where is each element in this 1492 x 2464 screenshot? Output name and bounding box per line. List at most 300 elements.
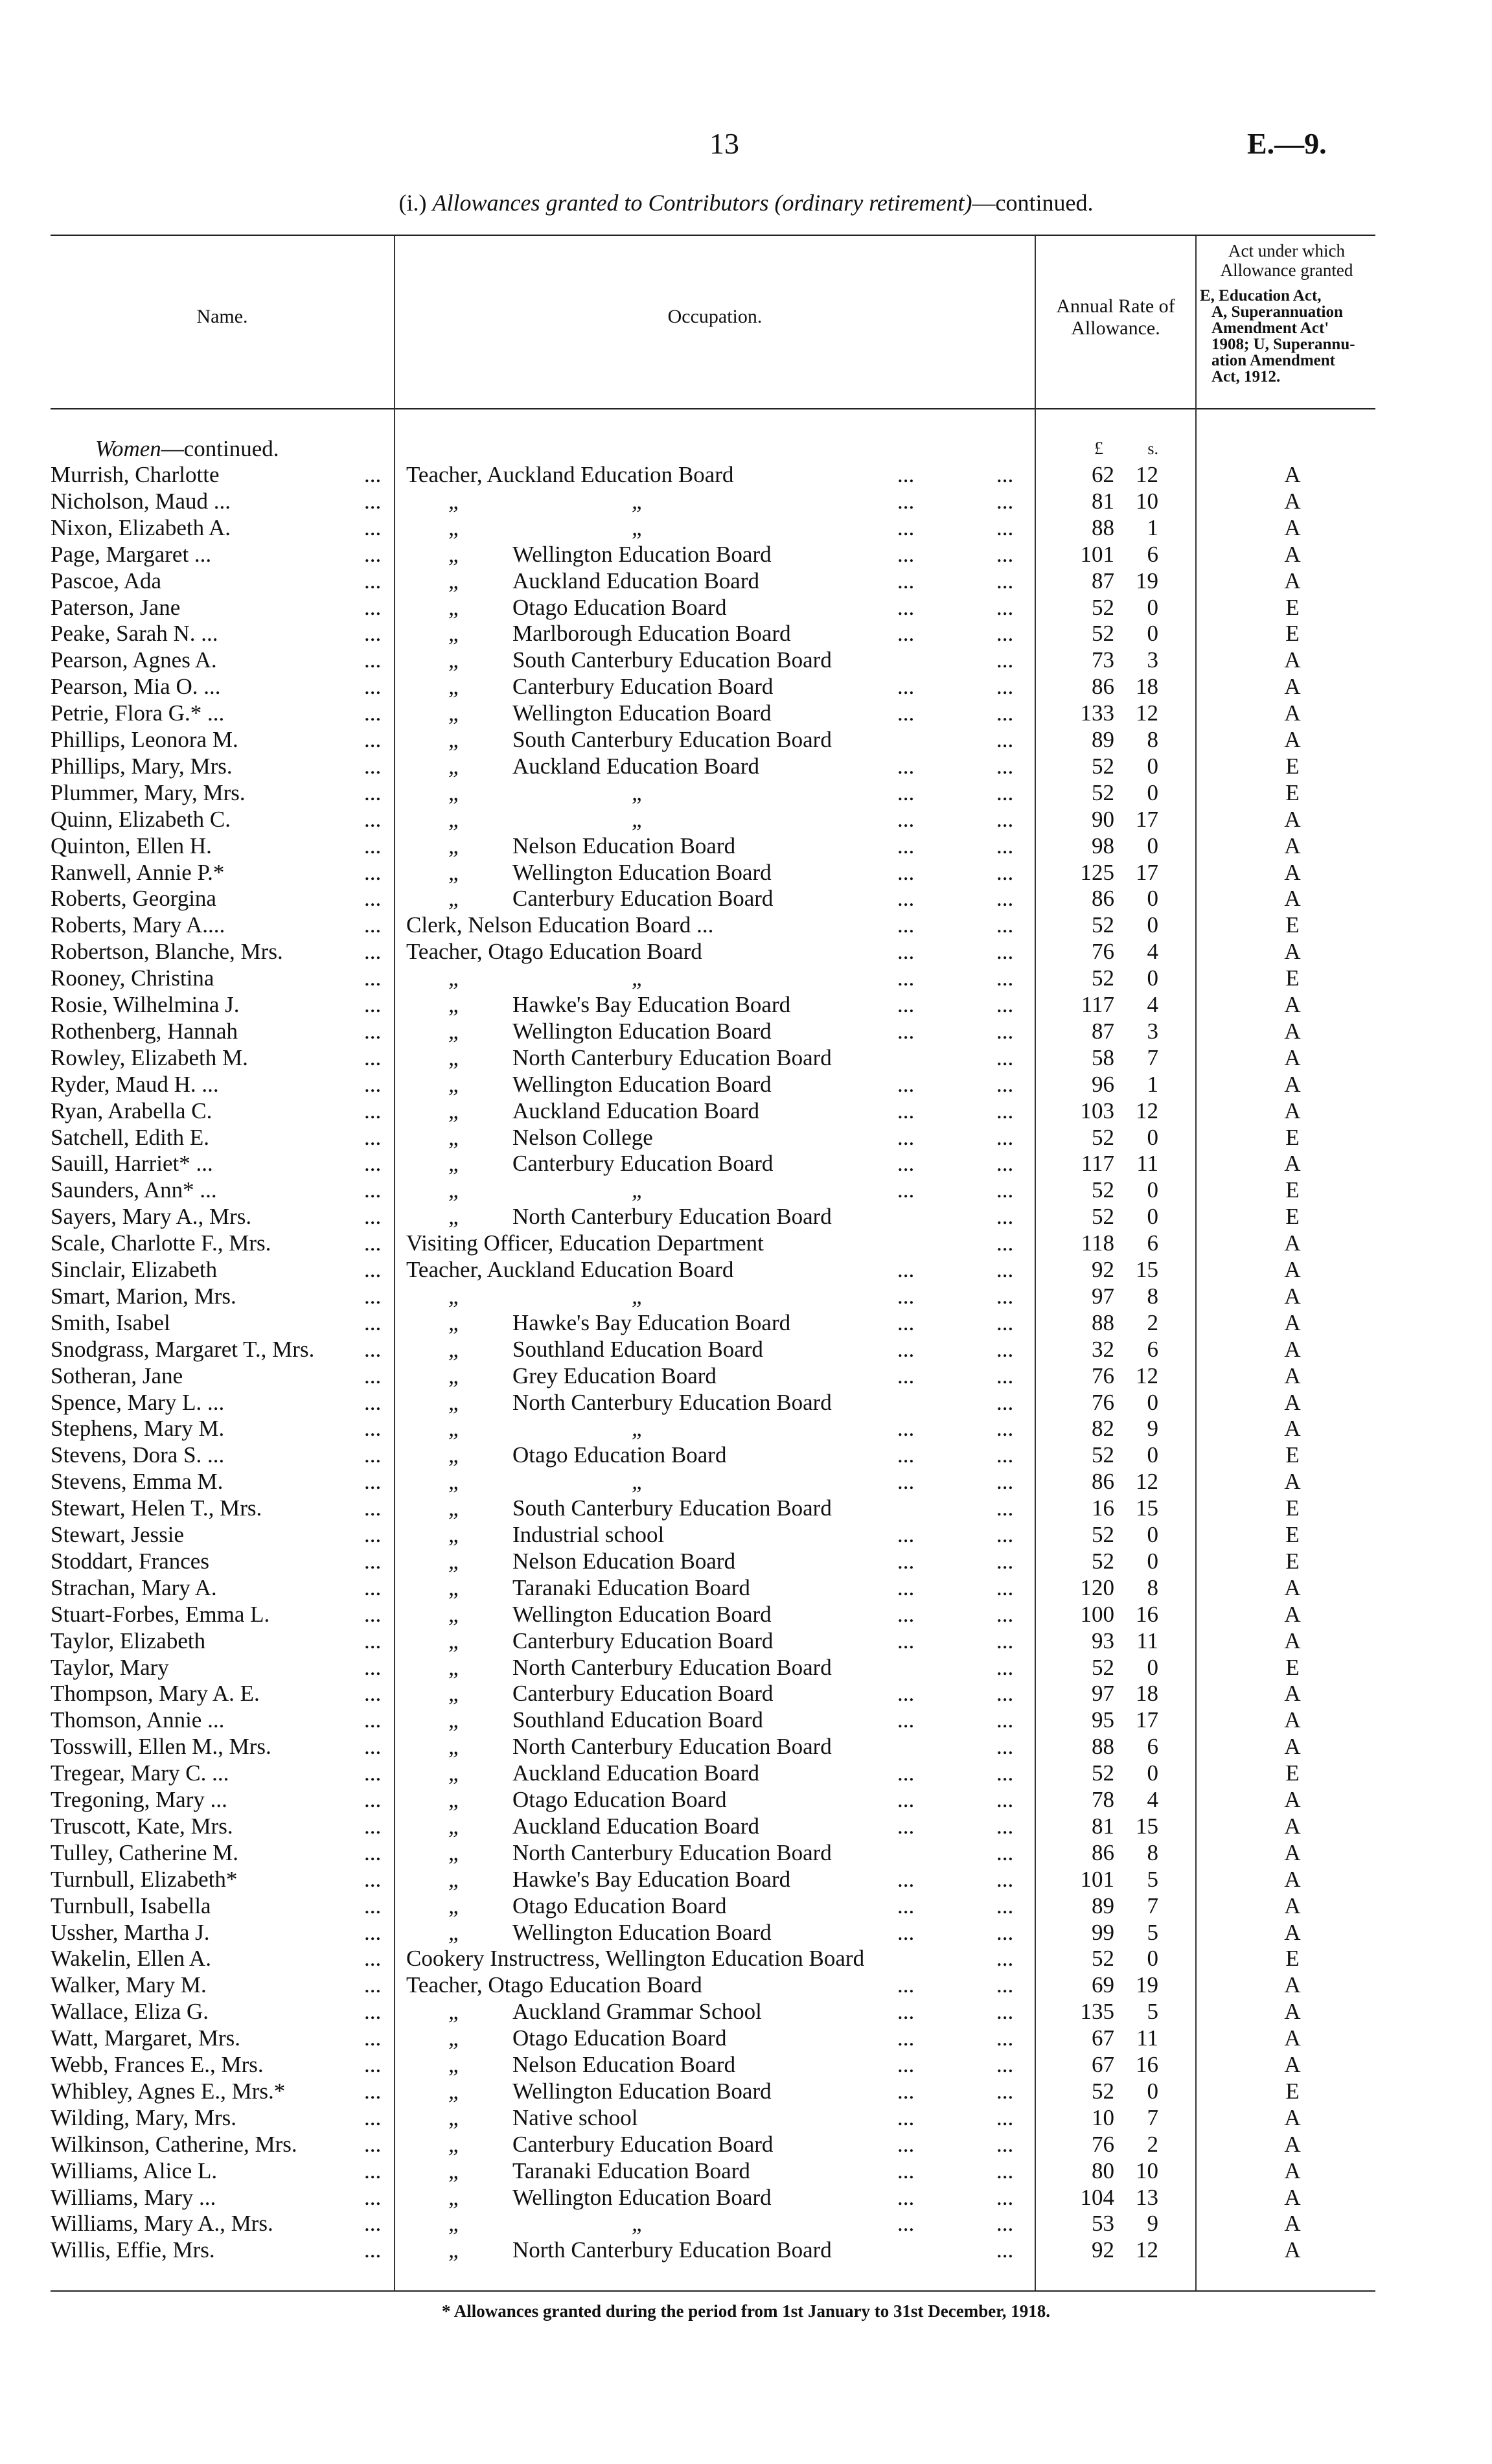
occupation-employer: „ (632, 779, 645, 805)
occupation-employer: „ (632, 806, 645, 832)
ditto-mark: „ (448, 1628, 461, 1653)
act-code: A (1284, 2052, 1301, 2077)
allowance-pounds: 87 (1092, 1018, 1114, 1044)
allowance-shillings: 15 (1136, 1257, 1158, 1282)
ditto-mark: „ (448, 2237, 461, 2263)
allowance-shillings: 0 (1147, 1442, 1158, 1468)
leader-dots: ... (364, 1098, 382, 1123)
leader-dots: ... (897, 2131, 915, 2157)
person-name: Taylor, Mary (51, 1654, 169, 1680)
person-name: Stewart, Jessie (51, 1522, 185, 1547)
ditto-mark: „ (448, 1734, 461, 1760)
act-code: A (1284, 1866, 1301, 1892)
allowance-pounds: 73 (1092, 647, 1114, 673)
leader-dots: ... (996, 1893, 1014, 1918)
ditto-mark: „ (448, 1151, 461, 1177)
allowance-pounds: 99 (1092, 1919, 1114, 1945)
act-code: A (1284, 833, 1301, 858)
allowance-shillings: 0 (1147, 1946, 1158, 1972)
leader-dots: ... (897, 1601, 915, 1627)
leader-dots: ... (897, 1336, 915, 1362)
leader-dots: ... (996, 1416, 1014, 1442)
person-name: Stevens, Emma M. (51, 1469, 224, 1495)
person-name: Rothenberg, Hannah (51, 1018, 238, 1044)
leader-dots: ... (364, 594, 382, 620)
act-code: E (1285, 1760, 1300, 1786)
allowance-pounds: 117 (1081, 992, 1114, 1017)
act-code: A (1284, 1787, 1301, 1812)
occupation-employer: Marlborough Education Board (512, 621, 791, 647)
person-name: Pascoe, Ada (51, 568, 162, 593)
leader-dots: ... (897, 674, 915, 700)
leader-dots: ... (364, 2158, 382, 2183)
table-row (0, 1601, 1492, 1628)
leader-dots: ... (996, 753, 1014, 779)
person-name: Phillips, Mary, Mrs. (51, 753, 233, 779)
leader-dots: ... (996, 965, 1014, 991)
ditto-mark: „ (448, 647, 461, 673)
act-code: A (1284, 488, 1301, 514)
ditto-mark: „ (448, 1707, 461, 1733)
person-name: Spence, Mary L. ... (51, 1389, 225, 1415)
header-act-key3: Amendment Act' (1211, 319, 1329, 337)
ditto-mark: „ (448, 992, 461, 1017)
allowance-shillings: 19 (1136, 568, 1158, 593)
table-row (0, 488, 1492, 514)
allowance-shillings: 16 (1136, 1601, 1158, 1627)
occupation-employer: Canterbury Education Board (512, 674, 774, 700)
allowance-shillings: 8 (1147, 1574, 1158, 1600)
occupation-employer: Canterbury Education Board (512, 1151, 774, 1177)
act-code: A (1284, 2184, 1301, 2210)
leader-dots: ... (364, 1389, 382, 1415)
leader-dots: ... (897, 1893, 915, 1918)
occupation-employer: „ (632, 1283, 645, 1309)
ditto-mark: „ (448, 1098, 461, 1123)
occupation: Visiting Officer, Education Department (406, 1230, 764, 1256)
header-annual-rate (1036, 295, 1195, 340)
leader-dots: ... (996, 1919, 1014, 1945)
act-code: A (1284, 859, 1301, 885)
act-code: A (1284, 1071, 1301, 1097)
leader-dots: ... (364, 1707, 382, 1733)
header-rate-line2: Allowance. (1071, 317, 1160, 339)
act-code: A (1284, 2025, 1301, 2051)
leader-dots: ... (897, 1866, 915, 1892)
leader-dots: ... (897, 1309, 915, 1335)
leader-dots: ... (996, 594, 1014, 620)
leader-dots: ... (897, 2211, 915, 2237)
leader-dots: ... (996, 1230, 1014, 1256)
act-code: E (1285, 621, 1300, 647)
table-row (0, 514, 1492, 541)
act-code: E (1285, 1124, 1300, 1150)
person-name: Quinton, Ellen H. (51, 833, 212, 858)
act-code: A (1284, 1707, 1301, 1733)
table-row (0, 806, 1492, 833)
ditto-mark: „ (448, 1363, 461, 1388)
act-code: A (1284, 541, 1301, 567)
occupation-employer: Wellington Education Board (512, 700, 772, 726)
occupation: Teacher, Otago Education Board (406, 939, 702, 965)
occupation: Teacher, Auckland Education Board (406, 462, 734, 487)
occupation-employer: Canterbury Education Board (512, 886, 774, 912)
occupation-employer: North Canterbury Education Board (512, 1044, 832, 1070)
occupation: Teacher, Auckland Education Board (406, 1257, 734, 1282)
occupation-employer: Auckland Education Board (512, 1098, 760, 1123)
person-name: Wilding, Mary, Mrs. (51, 2104, 236, 2130)
ditto-mark: „ (448, 621, 461, 647)
occupation-employer: „ (632, 2211, 645, 2237)
allowance-pounds: 92 (1092, 1257, 1114, 1282)
table-row (0, 1442, 1492, 1468)
leader-dots: ... (897, 2158, 915, 2183)
allowance-pounds: 52 (1092, 2078, 1114, 2104)
leader-dots: ... (897, 2025, 915, 2051)
leader-dots: ... (364, 1469, 382, 1495)
person-name: Tregear, Mary C. ... (51, 1760, 229, 1786)
leader-dots: ... (996, 1574, 1014, 1600)
ditto-mark: „ (448, 488, 461, 514)
header-act-line1: Act under which (1228, 241, 1345, 260)
act-code: A (1284, 462, 1301, 487)
table-row (0, 1336, 1492, 1363)
ditto-mark: „ (448, 2131, 461, 2157)
ditto-mark: „ (448, 2211, 461, 2237)
allowance-shillings: 8 (1147, 1283, 1158, 1309)
ditto-mark: „ (448, 2052, 461, 2077)
allowance-shillings: 0 (1147, 1760, 1158, 1786)
occupation-employer: North Canterbury Education Board (512, 1204, 832, 1230)
table-row (0, 2051, 1492, 2078)
leader-dots: ... (897, 1124, 915, 1150)
allowance-pounds: 52 (1092, 1522, 1114, 1547)
leader-dots: ... (996, 674, 1014, 700)
leader-dots: ... (996, 1071, 1014, 1097)
allowance-pounds: 86 (1092, 1839, 1114, 1865)
occupation-employer: Grey Education Board (512, 1363, 717, 1388)
person-name: Pearson, Agnes A. (51, 647, 217, 673)
leader-dots: ... (897, 1919, 915, 1945)
table-row (0, 859, 1492, 886)
person-name: Tulley, Catherine M. (51, 1839, 239, 1865)
occupation-employer: Wellington Education Board (512, 541, 772, 567)
table-row (0, 1654, 1492, 1681)
person-name: Snodgrass, Margaret T., Mrs. (51, 1336, 315, 1362)
allowance-shillings: 0 (1147, 621, 1158, 647)
leader-dots: ... (897, 1548, 915, 1574)
leader-dots: ... (897, 1760, 915, 1786)
subtitle-prefix: (i.) (398, 190, 433, 216)
footnote: * Allowances granted during the period from 1st January to 31st December, 1918. (442, 2301, 1050, 2321)
ditto-mark: „ (448, 1389, 461, 1415)
allowance-shillings: 6 (1147, 1734, 1158, 1760)
allowance-shillings: 7 (1147, 1893, 1158, 1918)
table-row (0, 1203, 1492, 1230)
allowance-pounds: 52 (1092, 779, 1114, 805)
ditto-mark: „ (448, 2158, 461, 2183)
allowance-shillings: 0 (1147, 965, 1158, 991)
act-code: A (1284, 1813, 1301, 1839)
leader-dots: ... (996, 1787, 1014, 1812)
header-act-key5: ation Amendment (1211, 352, 1335, 369)
act-code: E (1285, 1204, 1300, 1230)
leader-dots: ... (996, 1839, 1014, 1865)
leader-dots: ... (996, 939, 1014, 965)
leader-dots: ... (897, 2104, 915, 2130)
allowance-shillings: 0 (1147, 833, 1158, 858)
ditto-mark: „ (448, 1124, 461, 1150)
leader-dots: ... (364, 1177, 382, 1203)
allowance-shillings: 12 (1136, 700, 1158, 726)
allowance-pounds: 52 (1092, 1548, 1114, 1574)
act-code: A (1284, 700, 1301, 726)
allowance-pounds: 88 (1092, 1734, 1114, 1760)
allowance-shillings: 9 (1147, 2211, 1158, 2237)
act-code: A (1284, 1257, 1301, 1282)
occupation-employer: North Canterbury Education Board (512, 1734, 832, 1760)
ditto-mark: „ (448, 1177, 461, 1203)
leader-dots: ... (364, 1999, 382, 2025)
leader-dots: ... (364, 1257, 382, 1282)
allowance-pounds: 76 (1092, 1389, 1114, 1415)
leader-dots: ... (364, 2104, 382, 2130)
leader-dots: ... (996, 1309, 1014, 1335)
leader-dots: ... (897, 992, 915, 1017)
leader-dots: ... (364, 2078, 382, 2104)
person-name: Rosie, Wilhelmina J. (51, 992, 240, 1017)
leader-dots: ... (996, 1601, 1014, 1627)
allowance-pounds: 52 (1092, 1654, 1114, 1680)
leader-dots: ... (996, 1628, 1014, 1653)
leader-dots: ... (897, 2052, 915, 2077)
occupation-employer: Otago Education Board (512, 1442, 727, 1468)
allowance-pounds: 96 (1092, 1071, 1114, 1097)
person-name: Whibley, Agnes E., Mrs.* (51, 2078, 286, 2104)
allowance-shillings: 18 (1136, 1681, 1158, 1707)
occupation-employer: Otago Education Board (512, 2025, 727, 2051)
allowance-shillings: 0 (1147, 2078, 1158, 2104)
section-label-row (0, 435, 1492, 462)
person-name: Quinn, Elizabeth C. (51, 806, 231, 832)
leader-dots: ... (897, 568, 915, 593)
table-row (0, 1839, 1492, 1866)
leader-dots: ... (897, 1787, 915, 1812)
allowance-shillings: 0 (1147, 1177, 1158, 1203)
leader-dots: ... (364, 833, 382, 858)
allowance-shillings: 4 (1147, 992, 1158, 1017)
act-code: A (1284, 1098, 1301, 1123)
occupation-employer: Otago Education Board (512, 1787, 727, 1812)
table-row (0, 541, 1492, 568)
allowance-pounds: 101 (1080, 541, 1114, 567)
person-name: Nicholson, Maud ... (51, 488, 231, 514)
allowance-shillings: 0 (1147, 912, 1158, 938)
allowance-shillings: 17 (1136, 859, 1158, 885)
ditto-mark: „ (448, 2025, 461, 2051)
header-act (1200, 241, 1373, 385)
table-row (0, 2237, 1492, 2263)
person-name: Stoddart, Frances (51, 1548, 209, 1574)
act-code: A (1284, 1972, 1301, 1998)
act-code: E (1285, 1946, 1300, 1972)
leader-dots: ... (364, 1416, 382, 1442)
leader-dots: ... (996, 727, 1014, 752)
person-name: Williams, Mary ... (51, 2184, 216, 2210)
ditto-mark: „ (448, 1813, 461, 1839)
leader-dots: ... (897, 1363, 915, 1388)
allowance-pounds: 52 (1092, 1124, 1114, 1150)
act-code: E (1285, 1548, 1300, 1574)
allowance-pounds: 103 (1080, 1098, 1114, 1123)
occupation: Cookery Instructress, Wellington Education Board (406, 1946, 865, 1972)
table-row (0, 1363, 1492, 1389)
allowance-pounds: 76 (1092, 1363, 1114, 1388)
person-name: Murrish, Charlotte (51, 462, 220, 487)
ditto-mark: „ (448, 886, 461, 912)
leader-dots: ... (897, 1972, 915, 1998)
occupation-employer: Auckland Education Board (512, 1813, 760, 1839)
leader-dots: ... (996, 1760, 1014, 1786)
ditto-mark: „ (448, 2104, 461, 2130)
table-row (0, 1786, 1492, 1813)
leader-dots: ... (996, 1734, 1014, 1760)
leader-dots: ... (996, 1946, 1014, 1972)
allowance-shillings: 10 (1136, 2158, 1158, 2183)
leader-dots: ... (364, 1813, 382, 1839)
allowance-shillings: 0 (1147, 779, 1158, 805)
leader-dots: ... (996, 1044, 1014, 1070)
person-name: Walker, Mary M. (51, 1972, 207, 1998)
person-name: Ryan, Arabella C. (51, 1098, 212, 1123)
leader-dots: ... (364, 1495, 382, 1521)
leader-dots: ... (996, 1442, 1014, 1468)
person-name: Rooney, Christina (51, 965, 214, 991)
ditto-mark: „ (448, 1442, 461, 1468)
table-row (0, 1760, 1492, 1786)
leader-dots: ... (364, 2131, 382, 2157)
occupation-employer: Wellington Education Board (512, 2184, 772, 2210)
ditto-mark: „ (448, 753, 461, 779)
table-row (0, 2131, 1492, 2158)
leader-dots: ... (364, 1018, 382, 1044)
act-code: A (1284, 1734, 1301, 1760)
act-code: A (1284, 1309, 1301, 1335)
ditto-mark: „ (448, 1469, 461, 1495)
person-name: Ranwell, Annie P.* (51, 859, 225, 885)
table-row (0, 938, 1492, 965)
leader-dots: ... (364, 1336, 382, 1362)
table-row (0, 1177, 1492, 1203)
occupation-employer: Taranaki Education Board (512, 2158, 750, 2183)
allowance-shillings: 1 (1147, 514, 1158, 540)
leader-dots: ... (897, 2184, 915, 2210)
allowance-pounds: 52 (1092, 1946, 1114, 1972)
person-name: Ryder, Maud H. ... (51, 1071, 219, 1097)
occupation-employer: North Canterbury Education Board (512, 1839, 832, 1865)
leader-dots: ... (897, 1813, 915, 1839)
leader-dots: ... (364, 2052, 382, 2077)
ditto-mark: „ (448, 1283, 461, 1309)
table-row (0, 965, 1492, 991)
person-name: Scale, Charlotte F., Mrs. (51, 1230, 271, 1256)
page-number: 13 (709, 127, 739, 160)
person-name: Plummer, Mary, Mrs. (51, 779, 246, 805)
leader-dots: ... (364, 568, 382, 593)
ditto-mark: „ (448, 1601, 461, 1627)
person-name: Pearson, Mia O. ... (51, 674, 221, 700)
occupation-employer: South Canterbury Education Board (512, 727, 832, 752)
leader-dots: ... (364, 1204, 382, 1230)
leader-dots: ... (996, 1999, 1014, 2025)
leader-dots: ... (364, 700, 382, 726)
leader-dots: ... (364, 1230, 382, 1256)
table-row (0, 461, 1492, 488)
allowance-shillings: 9 (1147, 1416, 1158, 1442)
leader-dots: ... (996, 1124, 1014, 1150)
table-row (0, 1945, 1492, 1972)
allowance-shillings: 4 (1147, 1787, 1158, 1812)
act-code: E (1285, 1654, 1300, 1680)
ditto-mark: „ (448, 568, 461, 593)
occupation-employer: North Canterbury Education Board (512, 1389, 832, 1415)
person-name: Smart, Marion, Mrs. (51, 1283, 236, 1309)
allowance-shillings: 5 (1147, 1919, 1158, 1945)
leader-dots: ... (364, 1654, 382, 1680)
act-code: A (1284, 1893, 1301, 1918)
person-name: Petrie, Flora G.* ... (51, 700, 225, 726)
allowance-pounds: 88 (1092, 1309, 1114, 1335)
allowance-pounds: 92 (1092, 2237, 1114, 2263)
ditto-mark: „ (448, 965, 461, 991)
act-code: A (1284, 568, 1301, 593)
allowance-shillings: 1 (1147, 1071, 1158, 1097)
act-code: A (1284, 1628, 1301, 1653)
act-code: E (1285, 1522, 1300, 1547)
allowance-shillings: 2 (1147, 2131, 1158, 2157)
ditto-mark: „ (448, 1018, 461, 1044)
ditto-mark: „ (448, 674, 461, 700)
occupation-employer: Hawke's Bay Education Board (512, 1309, 791, 1335)
act-code: A (1284, 1839, 1301, 1865)
act-code: A (1284, 1018, 1301, 1044)
allowance-pounds: 67 (1092, 2052, 1114, 2077)
leader-dots: ... (364, 1283, 382, 1309)
ditto-mark: „ (448, 1839, 461, 1865)
table-row (0, 833, 1492, 859)
table-row (0, 594, 1492, 621)
leader-dots: ... (897, 753, 915, 779)
ditto-mark: „ (448, 1760, 461, 1786)
leader-dots: ... (364, 965, 382, 991)
leader-dots: ... (996, 1707, 1014, 1733)
leader-dots: ... (364, 1442, 382, 1468)
table-row (0, 726, 1492, 753)
table-row (0, 1098, 1492, 1124)
leader-dots: ... (996, 992, 1014, 1017)
leader-dots: ... (996, 1813, 1014, 1839)
leader-dots: ... (897, 1151, 915, 1177)
act-code: E (1285, 779, 1300, 805)
header-occupation: Occupation. (667, 306, 763, 327)
leader-dots: ... (897, 1999, 915, 2025)
act-code: E (1285, 1442, 1300, 1468)
ditto-mark: „ (448, 1309, 461, 1335)
leader-dots: ... (996, 1098, 1014, 1123)
allowance-shillings: 0 (1147, 886, 1158, 912)
table-row (0, 2184, 1492, 2211)
occupation-employer: Wellington Education Board (512, 1601, 772, 1627)
